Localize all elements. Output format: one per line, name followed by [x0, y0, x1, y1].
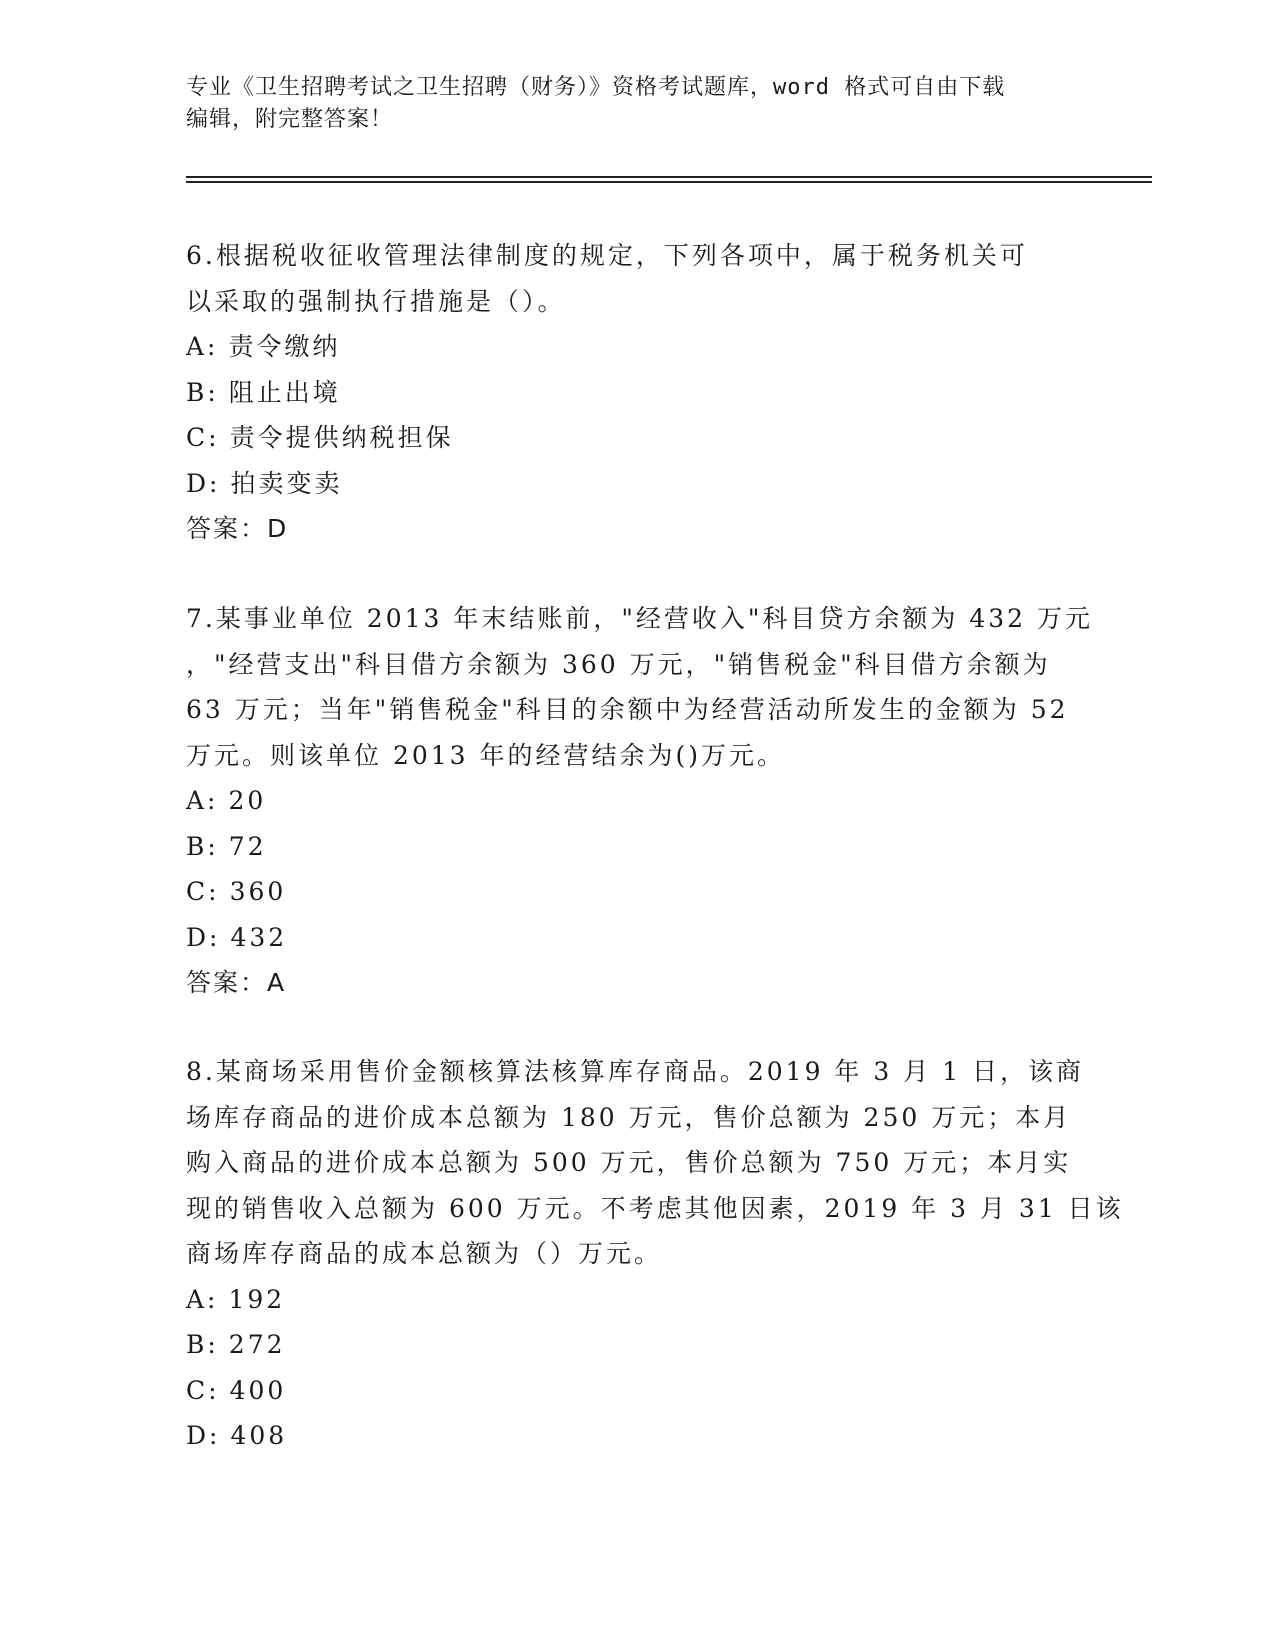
header-line-2: 编辑，附完整答案！ [186, 107, 394, 132]
question-line: 7.某事业单位 2013 年末结账前，"经营收入"科目贷方余额为 432 万元 [186, 604, 1093, 633]
question-line: 以采取的强制执行措施是（）。 [186, 286, 566, 316]
option-text: 责令缴纳 [228, 332, 341, 361]
option-a [186, 1277, 1086, 1323]
option-key: B: [186, 831, 219, 861]
question-stem [186, 233, 1086, 324]
option-d [186, 461, 1086, 507]
question-stem [186, 596, 1093, 778]
question-line: 6.根据税收征收管理法律制度的规定，下列各项中，属于税务机关可 [186, 241, 1028, 270]
option-b [186, 370, 1086, 416]
option-key: D: [186, 1421, 221, 1450]
option-text: 阻止出境 [228, 377, 341, 407]
option-text: 272 [228, 1330, 286, 1359]
question-line: 购入商品的进价成本总额为 500 万元，售价总额为 750 万元；本月实 [186, 1148, 1072, 1177]
option-key: C: [186, 877, 220, 906]
option-c [186, 415, 1086, 461]
option-c [186, 1368, 1086, 1414]
option-key: A: [186, 332, 219, 361]
option-d [186, 1413, 1086, 1459]
option-key: B: [186, 377, 219, 407]
option-text: 20 [228, 786, 267, 815]
option-key: A: [186, 786, 219, 815]
option-text: 拍卖变卖 [230, 468, 343, 498]
option-text: 责令提供纳税担保 [229, 423, 454, 452]
question-line: 现的销售收入总额为 600 万元。不考虑其他因素，2019 年 3 月 31 日该 [186, 1193, 1124, 1223]
question-6 [186, 233, 1086, 552]
question-line: 8.某商场采用售价金额核算法核算库存商品。2019 年 3 月 1 日，该商 [186, 1057, 1085, 1086]
option-key: C: [186, 423, 220, 452]
option-key: A: [186, 1284, 219, 1314]
option-text: 360 [229, 877, 287, 906]
option-text: 432 [230, 922, 288, 952]
question-8 [186, 1049, 1124, 1459]
option-key: D: [186, 922, 221, 952]
question-7 [186, 596, 1093, 1006]
option-key: C: [186, 1375, 220, 1405]
answer-line: 答案：D [186, 514, 289, 543]
option-text: 400 [229, 1375, 287, 1405]
option-b [186, 824, 1086, 870]
header-divider-top [186, 176, 1152, 178]
option-c [186, 869, 1086, 915]
header-divider-bottom [186, 181, 1152, 183]
question-stem [186, 1049, 1124, 1277]
option-a [186, 324, 1086, 370]
header-line-1: 专业《卫生招聘考试之卫生招聘（财务）》资格考试题库，word 格式可自由下载 [186, 75, 1006, 100]
document-header [186, 72, 1086, 136]
question-line: 商场库存商品的成本总额为（）万元。 [186, 1239, 663, 1268]
option-key: B: [186, 1330, 219, 1359]
option-text: 72 [228, 831, 267, 861]
option-key: D: [186, 468, 221, 498]
question-line: ，"经营支出"科目借方余额为 360 万元，"销售税金"科目借方余额为 [186, 649, 1051, 679]
option-b [186, 1322, 1086, 1368]
answer-line: 答案：A [186, 968, 287, 997]
question-line: 63 万元；当年"销售税金"科目的余额中为经营活动所发生的金额为 52 [186, 695, 1069, 724]
option-text: 408 [230, 1421, 288, 1450]
question-line: 万元。则该单位 2013 年的经营结余为()万元。 [186, 740, 786, 770]
option-text: 192 [228, 1284, 286, 1314]
question-line: 场库存商品的进价成本总额为 180 万元，售价总额为 250 万元；本月 [186, 1102, 1072, 1132]
option-d [186, 915, 1086, 961]
option-a [186, 778, 1086, 824]
